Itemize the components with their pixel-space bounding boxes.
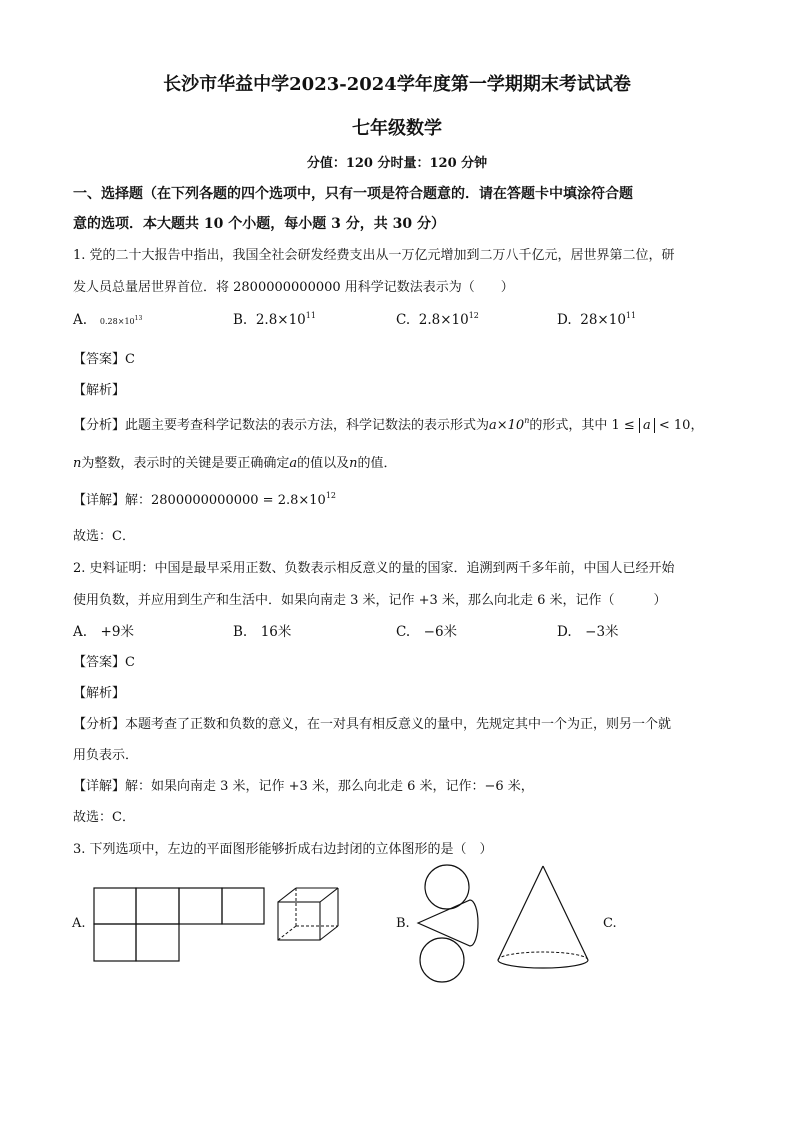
score-time: 分值：120 分时量：120 分钟	[306, 156, 488, 171]
q1-option-a: A. $0.28\times 10^{13}$	[73, 312, 143, 328]
q2-option-d: D. −3米	[557, 624, 619, 640]
q2-answer: 【答案】C	[73, 655, 135, 670]
q2-detail: 【详解】解：如果向南走 3 米，记作 +3 米，那么向北走 6 米，记作：−6 米，	[73, 779, 534, 794]
q1-answer: 【答案】C	[73, 352, 135, 367]
q2-stem-line2: 使用负数，并应用到生产和生活中．如果向南走 3 米，记作 +3 米，那么向北走 6 米，记作（ ）	[73, 593, 667, 608]
q2-stem-line1: 2. 史料证明：中国是最早采用正数、负数表示相反意义的量的国家．追溯到两千多年前，中国人已经开始	[73, 561, 675, 576]
q2-analysis-line2: 用负表示．	[73, 748, 139, 763]
q2-analysis-line1: 【分析】本题考查了正数和负数的意义，在一对具有相反意义的量中，先规定其中一个为正，则另一个就	[73, 717, 672, 732]
q1-option-c: C. $2.8\times 10^{12}$	[396, 311, 479, 328]
q1-stem-line1: 1. 党的二十大报告中指出，我国全社会研发经费支出从一万亿元增加到二万八千亿元，居世界第二位，研	[73, 248, 675, 263]
section-heading-line1: 一、选择题（在下列各题的四个选项中，只有一项是符合题意的．请在答题卡中填涂符合题	[73, 186, 633, 202]
q3-option-b-label: B.	[396, 916, 410, 931]
q1-stem-line2: 发人员总量居世界首位．将 2800000000000 用科学记数法表示为（ ）	[73, 280, 514, 295]
q2-choose: 故选：C．	[73, 810, 135, 825]
q1-jiexi: 【解析】	[73, 383, 126, 398]
page-subtitle: 七年级数学	[352, 118, 442, 139]
section-heading-line2: 意的选项．本大题共 10 个小题，每小题 3 分，共 30 分）	[73, 216, 445, 232]
q2-option-a: A. +9米	[73, 624, 134, 640]
q3-option-b-figure	[412, 860, 496, 986]
q2-option-b: B. 16米	[233, 624, 292, 640]
q1-analysis-line2: n为整数，表示时的关键是要正确确定a的值以及n的值．	[73, 456, 397, 471]
q3-option-c-label: C.	[603, 916, 617, 931]
q3-option-a-label: A.	[72, 916, 86, 931]
q3-option-b-cone	[494, 862, 594, 974]
q1-option-b: B. $2.8\times 10^{11}$	[233, 311, 316, 328]
cube-net-outline	[94, 888, 264, 961]
q1-detail: 【详解】解：$2800000000000 = 2.8\times 10^{12}$	[73, 491, 336, 508]
q3-stem: 3. 下列选项中，左边的平面图形能够折成右边封闭的立体图形的是（ ）	[73, 842, 493, 857]
page-title: 长沙市华益中学2023-2024学年度第一学期期末考试试卷	[163, 74, 631, 95]
q2-jiexi: 【解析】	[73, 686, 126, 701]
q3-option-a-cube	[274, 884, 344, 944]
q1-analysis-line1: 【分析】此题主要考查科学记数法的表示方法，科学记数法的表示形式为$a\times 10^n$的形式，其中 1 ≤ a < 10，	[73, 416, 704, 433]
q2-option-c: C. −6米	[396, 624, 458, 640]
q1-option-d: D. $28\times 10^{11}$	[557, 311, 637, 328]
q3-option-a-figure	[88, 880, 278, 964]
q1-choose: 故选：C．	[73, 529, 135, 544]
